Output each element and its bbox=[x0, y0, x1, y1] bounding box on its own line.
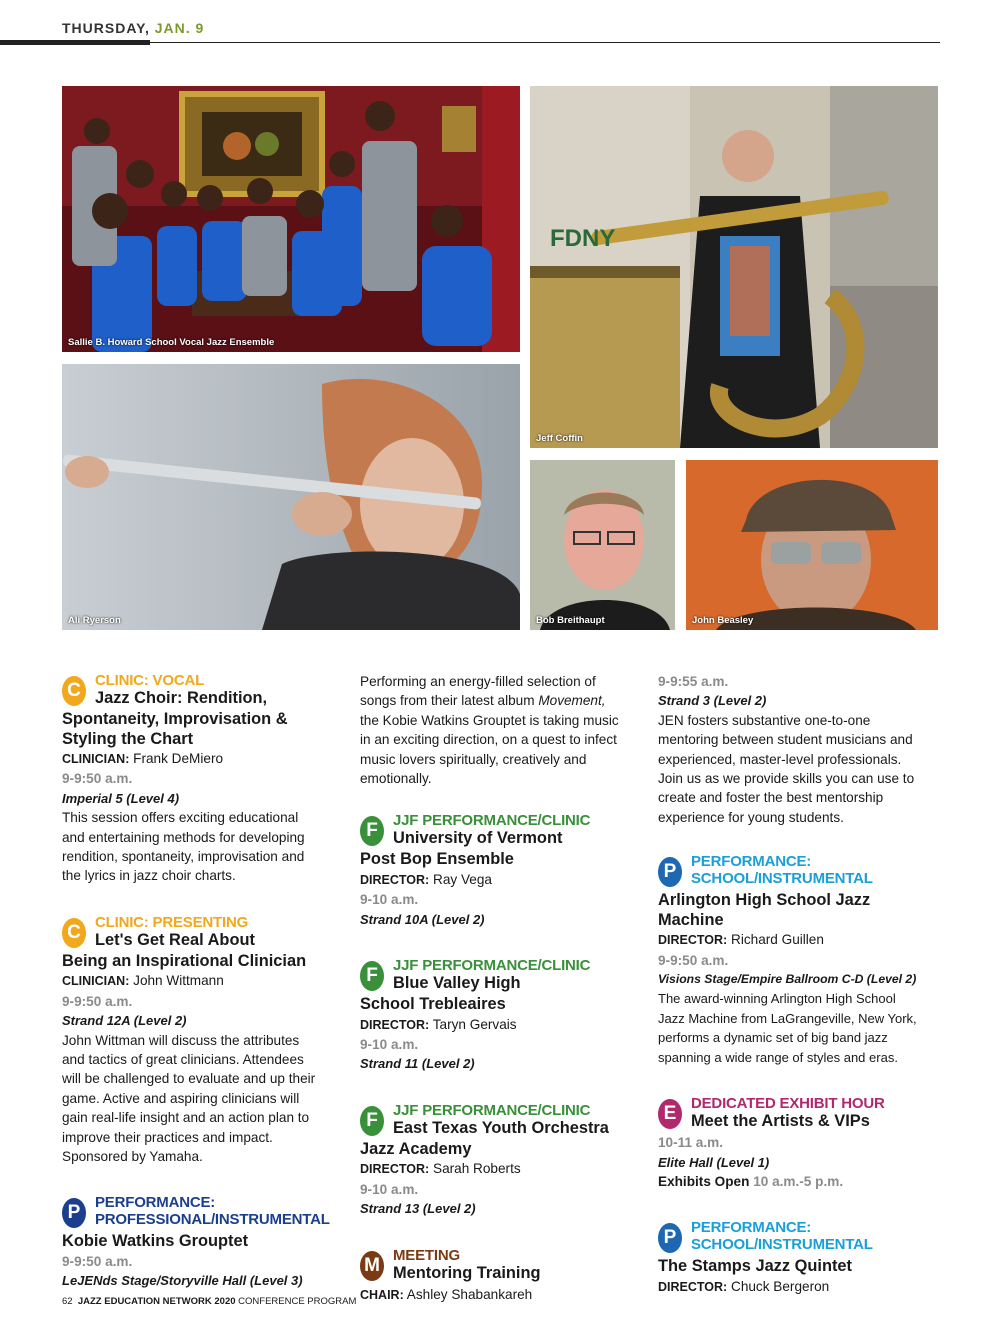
event-exhibit-hour bbox=[658, 1095, 920, 1191]
event-university-vermont bbox=[360, 812, 622, 929]
photo-saxophonist-image bbox=[530, 86, 938, 448]
photo-caption: Bob Breithaupt bbox=[536, 615, 605, 626]
album-title: Movement, bbox=[538, 693, 606, 709]
photo-bob-breithaupt bbox=[530, 460, 675, 630]
event-mentoring-training-details bbox=[658, 672, 920, 827]
event-arlington-high bbox=[658, 853, 920, 1067]
event-category-line1: PERFORMANCE: bbox=[691, 1219, 812, 1237]
event-title-line2: Post Bop Ensemble bbox=[360, 850, 514, 869]
event-title-line2: Jazz Academy bbox=[360, 1139, 472, 1158]
footer-doc: CONFERENCE PROGRAM bbox=[238, 1296, 357, 1307]
event-title-line2: School Trebleaires bbox=[360, 995, 506, 1014]
event-director: DIRECTOR: Taryn Gervais bbox=[360, 1016, 517, 1032]
event-time: 9-9:50 a.m. bbox=[658, 952, 729, 968]
photo-flutist bbox=[62, 364, 520, 630]
event-title: Meet the Artists & VIPs bbox=[691, 1112, 870, 1131]
event-title-line1: East Texas Youth Orchestra bbox=[393, 1118, 609, 1137]
schedule-column-1 bbox=[62, 672, 330, 1319]
performance-badge-icon: P bbox=[658, 1223, 682, 1253]
event-category: CLINIC: PRESENTING bbox=[95, 913, 249, 931]
footer-org: JAZZ EDUCATION NETWORK 2020 bbox=[77, 1296, 236, 1307]
event-description: John Wittman will discuss the attributes and tactics of great clinicians. Attendees will be challenged to evaluate and up their game. Active and aspiring clinicians will gain real-life insight and an action plan to improve their practices and impact. Sponsored by Yamaha. bbox=[62, 1032, 316, 1164]
photo-caption: Sallie B. Howard School Vocal Jazz Ensemble bbox=[68, 337, 275, 348]
event-time: 10-11 a.m. bbox=[658, 1135, 723, 1151]
clinic-badge-icon: C bbox=[62, 918, 86, 948]
event-category: MEETING bbox=[393, 1246, 460, 1264]
event-director: DIRECTOR: Ray Vega bbox=[360, 871, 492, 887]
event-clinician: CLINICIAN: John Wittmann bbox=[62, 973, 224, 989]
exhibits-open: Exhibits Open 10 a.m.-5 p.m. bbox=[658, 1173, 844, 1189]
photo-bob-breithaupt-image bbox=[530, 460, 675, 630]
header-date: JAN. 9 bbox=[154, 20, 205, 36]
event-mentoring-training bbox=[360, 1247, 622, 1305]
photo-caption: Jeff Coffin bbox=[536, 433, 583, 444]
jjf-badge-icon: F bbox=[360, 1106, 384, 1136]
jjf-badge-icon: F bbox=[360, 816, 384, 846]
event-category: CLINIC: VOCAL bbox=[95, 672, 205, 689]
event-category-line2: SCHOOL/INSTRUMENTAL bbox=[691, 1236, 873, 1254]
event-kobie-watkins bbox=[62, 1194, 330, 1290]
event-title-line1: University of Vermont bbox=[393, 829, 563, 848]
photo-john-beasley bbox=[686, 460, 938, 630]
event-description: The award-winning Arlington High School Jazz Machine from LaGrangeville, New York, performs a dynamic set of big band jazz spanning a wide range of styles and eras. bbox=[658, 991, 917, 1065]
jjf-badge-icon: F bbox=[360, 961, 384, 991]
photo-saxophonist bbox=[530, 86, 938, 448]
page-header bbox=[62, 20, 204, 36]
event-stamps-quintet bbox=[658, 1219, 920, 1297]
event-director: DIRECTOR: Chuck Bergeron bbox=[658, 1278, 830, 1294]
event-time: 9-9:50 a.m. bbox=[62, 1253, 133, 1269]
event-time: 9-9:55 a.m. bbox=[658, 674, 729, 689]
performance-badge-icon: P bbox=[658, 857, 682, 887]
event-title: Mentoring Training bbox=[393, 1263, 541, 1282]
event-title-line1: Jazz Choir: Rendition, bbox=[95, 689, 268, 707]
event-title-line1: Let's Get Real About bbox=[95, 930, 255, 949]
header-rule-thin bbox=[150, 42, 940, 43]
event-category: DEDICATED EXHIBIT HOUR bbox=[691, 1095, 885, 1113]
event-time: 9-10 a.m. bbox=[360, 1181, 419, 1197]
photo-vocal-ensemble-image bbox=[62, 86, 520, 352]
photo-vocal-ensemble bbox=[62, 86, 520, 352]
photo-caption: John Beasley bbox=[692, 615, 754, 626]
event-east-texas bbox=[360, 1102, 622, 1219]
event-title-line2: Being an Inspirational Clinician bbox=[62, 951, 307, 970]
event-blue-valley bbox=[360, 957, 622, 1074]
event-director: DIRECTOR: Richard Guillen bbox=[658, 932, 824, 948]
event-room: LeJENds Stage/Storyville Hall (Level 3) bbox=[62, 1273, 303, 1289]
clinic-badge-icon: C bbox=[62, 676, 86, 706]
event-inspirational-clinician bbox=[62, 914, 324, 1167]
event-title: Arlington High School Jazz Machine bbox=[658, 891, 871, 929]
event-chair: CHAIR: Ashley Shabankareh bbox=[360, 1286, 533, 1302]
event-jazz-choir bbox=[62, 672, 324, 886]
page-footer bbox=[62, 1296, 356, 1307]
event-category: JJF PERFORMANCE/CLINIC bbox=[393, 812, 591, 830]
photo-flutist-image bbox=[62, 364, 520, 630]
event-time: 9-9:50 a.m. bbox=[62, 771, 133, 787]
event-time: 9-10 a.m. bbox=[360, 892, 419, 908]
event-description: Performing an energy-filled selection of songs from their latest album bbox=[360, 674, 596, 709]
event-room: Visions Stage/Empire Ballroom C-D (Level 2) bbox=[658, 972, 917, 987]
header-day: THURSDAY, bbox=[62, 20, 150, 36]
event-category-line2: SCHOOL/INSTRUMENTAL bbox=[691, 870, 873, 888]
schedule-column-3 bbox=[658, 672, 920, 1325]
photo-john-beasley-image bbox=[686, 460, 938, 630]
event-room: Strand 13 (Level 2) bbox=[360, 1201, 476, 1217]
event-time: 9-10 a.m. bbox=[360, 1037, 419, 1053]
event-category-line1: PERFORMANCE: bbox=[691, 853, 812, 871]
event-title-line1: Blue Valley High bbox=[393, 974, 521, 993]
svg-text:FDNY: FDNY bbox=[550, 225, 616, 252]
exhibit-badge-icon: E bbox=[658, 1099, 682, 1129]
meeting-badge-icon: M bbox=[360, 1251, 384, 1281]
schedule-column-2 bbox=[360, 672, 622, 1333]
event-room: Strand 10A (Level 2) bbox=[360, 911, 485, 927]
event-time: 9-9:50 a.m. bbox=[62, 993, 133, 1009]
event-room: Strand 11 (Level 2) bbox=[360, 1056, 475, 1072]
photo-caption: Ali Ryerson bbox=[68, 615, 121, 626]
event-room: Elite Hall (Level 1) bbox=[658, 1154, 770, 1170]
event-description: JEN fosters substantive one-to-one mentoring between student musicians and experienced, master-level professionals. Join us as we provide skills you can use to create and foster the best mentorship experience for young students. bbox=[658, 712, 915, 825]
event-description: This session offers exciting educational and entertaining methods for developing rendition, spontaneity, improvisation and the lyrics in jazz choir charts. bbox=[62, 810, 305, 884]
event-category-line2: PROFESSIONAL/INSTRUMENTAL bbox=[95, 1211, 330, 1229]
event-category-line1: PERFORMANCE: bbox=[95, 1194, 216, 1212]
performance-badge-icon: P bbox=[62, 1198, 86, 1228]
event-room: Imperial 5 (Level 4) bbox=[62, 790, 180, 806]
event-category: JJF PERFORMANCE/CLINIC bbox=[393, 1101, 591, 1119]
event-title: The Stamps Jazz Quintet bbox=[658, 1257, 852, 1276]
event-room: Strand 12A (Level 2) bbox=[62, 1013, 187, 1029]
page-number: 62 bbox=[62, 1296, 73, 1307]
header-rule-thick bbox=[0, 40, 150, 45]
event-title: Kobie Watkins Grouptet bbox=[62, 1232, 249, 1251]
event-title-line2: Spontaneity, Improvisation & Styling the Chart bbox=[62, 710, 288, 748]
event-description-cont: the Kobie Watkins Grouptet is taking music in an exciting direction, on a quest to infect music lovers spiritually, creatively and emotionally. bbox=[360, 712, 619, 787]
event-clinician: CLINICIAN: Frank DeMiero bbox=[62, 751, 224, 766]
event-director: DIRECTOR: Sarah Roberts bbox=[360, 1161, 521, 1177]
event-room: Strand 3 (Level 2) bbox=[658, 693, 767, 709]
event-category: JJF PERFORMANCE/CLINIC bbox=[393, 957, 591, 975]
event-kobie-watkins-description bbox=[360, 672, 622, 788]
